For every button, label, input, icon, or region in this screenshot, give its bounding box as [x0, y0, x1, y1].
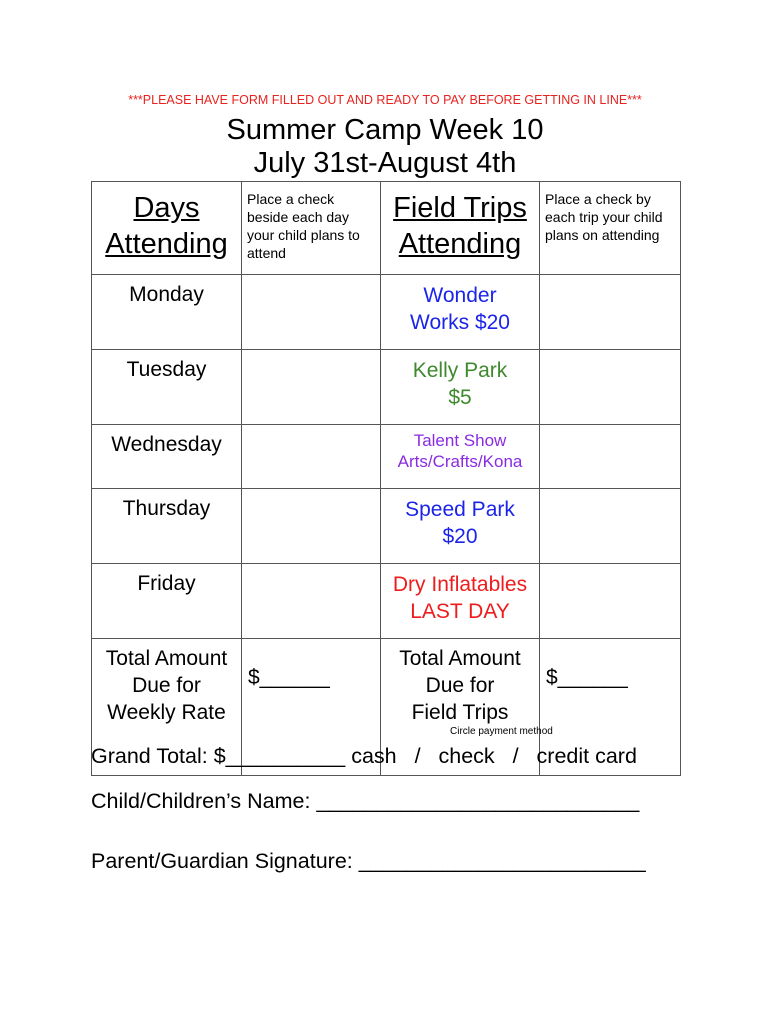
- trip-check-cell[interactable]: [540, 350, 681, 425]
- payment-separator: /: [512, 744, 519, 768]
- trip-label: Kelly Park $5: [381, 350, 540, 425]
- days-instruction: Place a check beside each day your child plans to attend: [242, 182, 381, 275]
- form-notice: ***PLEASE HAVE FORM FILLED OUT AND READY TO PAY BEFORE GETTING IN LINE***: [128, 93, 642, 107]
- signature-field[interactable]: Parent/Guardian Signature: ________________________: [91, 849, 646, 873]
- payment-separator: /: [414, 744, 421, 768]
- trips-total-field[interactable]: $______: [540, 639, 681, 776]
- attendance-table: [91, 181, 681, 776]
- grand-total-line: [91, 744, 637, 769]
- circle-payment-note: Circle payment method: [450, 726, 553, 737]
- page-subtitle-dates: July 31st-August 4th: [253, 147, 517, 179]
- payment-cash[interactable]: cash: [351, 744, 397, 768]
- trip-check-cell[interactable]: [540, 489, 681, 564]
- day-label: Friday: [92, 564, 242, 639]
- grand-total-field[interactable]: Grand Total: $__________: [91, 744, 346, 768]
- trips-instruction: Place a check by each trip your child plans on attending: [540, 182, 681, 275]
- trip-check-cell[interactable]: [540, 275, 681, 350]
- day-check-cell[interactable]: [242, 275, 381, 350]
- day-label: Monday: [92, 275, 242, 350]
- trip-check-cell[interactable]: [540, 425, 681, 489]
- day-check-cell[interactable]: [242, 489, 381, 564]
- table-row: [92, 564, 681, 639]
- payment-check[interactable]: check: [438, 744, 495, 768]
- day-check-cell[interactable]: [242, 564, 381, 639]
- weekly-total-label: Total Amount Due for Weekly Rate: [92, 639, 242, 776]
- days-attending-header: Days Attending: [92, 182, 242, 275]
- trip-label: Talent Show Arts/Crafts/Kona: [381, 425, 540, 489]
- day-check-cell[interactable]: [242, 425, 381, 489]
- day-check-cell[interactable]: [242, 350, 381, 425]
- table-row: [92, 350, 681, 425]
- weekly-total-field[interactable]: $______: [242, 639, 381, 776]
- field-trips-header: Field Trips Attending: [381, 182, 540, 275]
- trips-total-label: Total Amount Due for Field Trips: [381, 639, 540, 776]
- table-row: [92, 275, 681, 350]
- trip-label: Speed Park $20: [381, 489, 540, 564]
- trip-label: Dry Inflatables LAST DAY: [381, 564, 540, 639]
- trip-check-cell[interactable]: [540, 564, 681, 639]
- child-name-field[interactable]: Child/Children’s Name: ___________________________: [91, 789, 640, 813]
- page-title: Summer Camp Week 10: [226, 114, 544, 146]
- table-row: [92, 489, 681, 564]
- trip-label: Wonder Works $20: [381, 275, 540, 350]
- day-label: Tuesday: [92, 350, 242, 425]
- table-row: [92, 425, 681, 489]
- day-label: Thursday: [92, 489, 242, 564]
- payment-credit-card[interactable]: credit card: [536, 744, 637, 768]
- day-label: Wednesday: [92, 425, 242, 489]
